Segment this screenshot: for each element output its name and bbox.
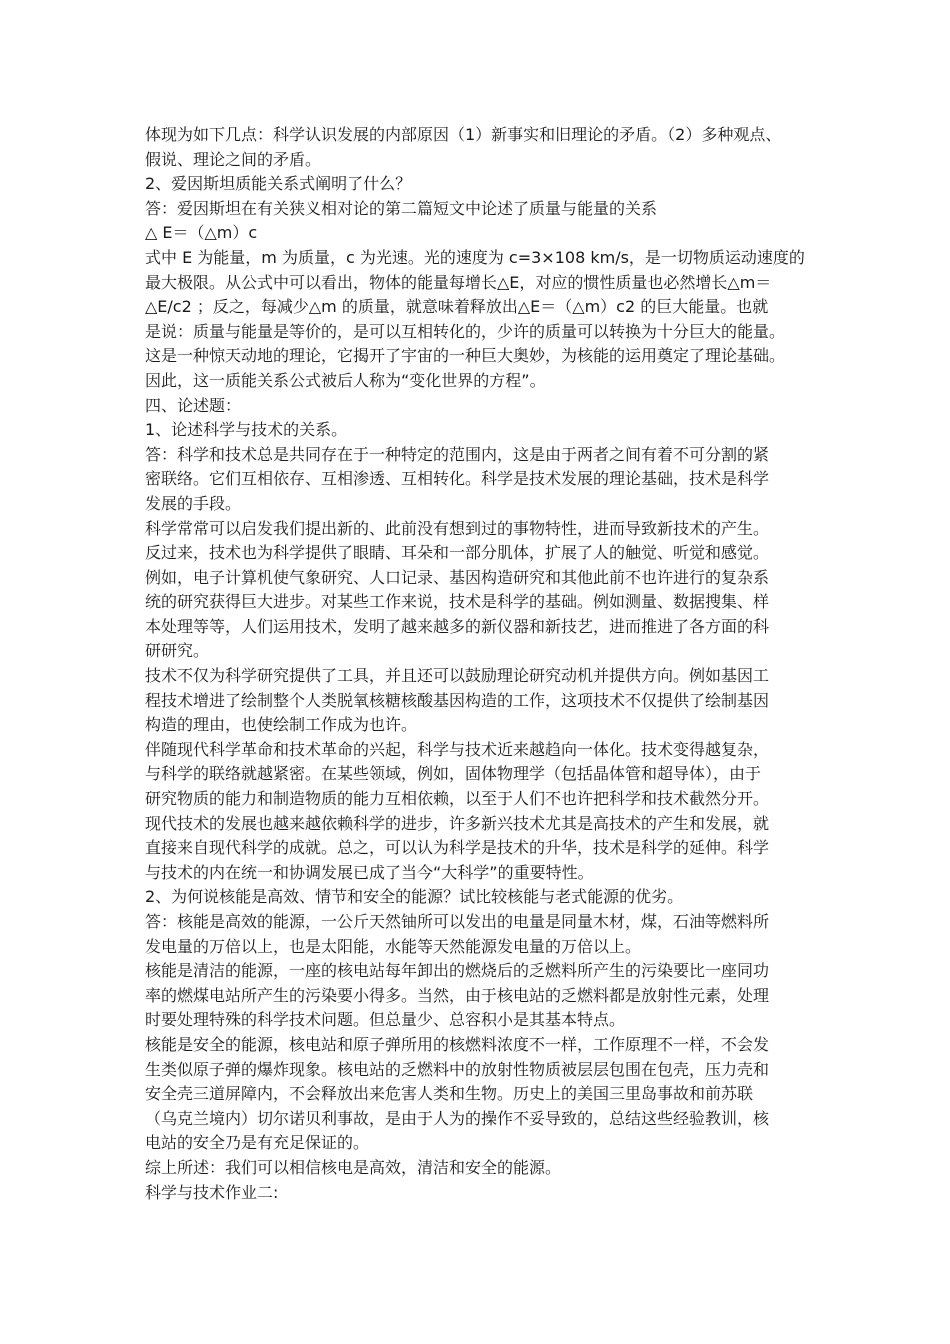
- formula-line: △ E＝（△m）c: [145, 223, 258, 243]
- text-line: 时要处理特殊的科学技术问题。但总量少、总容积小是其基本特点。: [145, 1010, 626, 1030]
- text-line: 式中 E 为能量，m 为质量，c 为光速。光的速度为 c=3×108 km/s，是一切物质运动速度的: [145, 247, 805, 267]
- text-line: 与科学的联络就越紧密。在某些领域，例如，固体物理学（包括晶体管和超导体），由于: [145, 764, 762, 784]
- text-line: 技术不仅为科学研究提供了工具，并且还可以鼓励理论研究动机并提供方向。例如基因工: [145, 666, 770, 686]
- question-heading: 1、论述科学与技术的关系。: [145, 420, 348, 440]
- text-line: 本处理等等，人们运用技术，发明了越来越多的新仪器和新技艺，进而推进了各方面的科: [145, 616, 770, 636]
- text-line: 构造的理由，也使绘制工作成为也许。: [145, 715, 418, 735]
- text-line: 因此，这一质能关系公式被后人称为“变化世界的方程”。: [145, 370, 546, 390]
- text-line: 反过来，技术也为科学提供了眼睛、耳朵和一部分肌体，扩展了人的触觉、听觉和感觉。: [145, 543, 770, 563]
- document-body: [145, 123, 815, 1205]
- text-line: （乌克兰境内）切尔诺贝利事故，是由于人为的操作不妥导致的，总结这些经验教训，核: [145, 1108, 770, 1128]
- text-line: 例如，电子计算机使气象研究、人口记录、基因构造研究和其他此前不也许进行的复杂系: [145, 567, 770, 587]
- text-line: 发展的手段。: [145, 493, 242, 513]
- text-line: 研究物质的能力和制造物质的能力互相依赖，以至于人们不也许把科学和技术截然分开。: [145, 789, 770, 809]
- text-line: 假说、理论之间的矛盾。: [145, 149, 322, 169]
- text-line: 率的燃煤电站所产生的污染要小得多。当然，由于核电站的乏燃料都是放射性元素，处理: [145, 985, 770, 1005]
- text-line: 研研究。: [145, 641, 210, 661]
- text-line: 现代技术的发展也越来越依赖科学的进步，许多新兴技术尤其是高技术的产生和发展，就: [145, 813, 770, 833]
- text-line: 答：科学和技术总是共同存在于一种特定的范围内，这是由于两者之间有着不可分割的紧: [145, 444, 770, 464]
- text-line: 答：核能是高效的能源，一公斤天然铀所可以发出的电量是同量木材，煤，石油等燃料所: [145, 912, 770, 931]
- section-heading: 四、论述题：: [145, 395, 242, 415]
- text-line: 科学常常可以启发我们提出新的、此前没有想到过的事物特性，进而导致新技术的产生。: [145, 518, 770, 538]
- text-line: 程技术增进了绘制整个人类脱氧核糖核酸基因构造的工作，这项技术不仅提供了绘制基因: [145, 690, 770, 710]
- text-line: 综上所述：我们可以相信核电是高效，清洁和安全的能源。: [145, 1157, 562, 1177]
- text-line: 核能是清洁的能源，一座的核电站每年卸出的燃烧后的乏燃料所产生的污染要比一座同功: [145, 961, 770, 981]
- text-line: 生类似原子弹的爆炸现象。核电站的乏燃料中的放射性物质被层层包围在包壳，压力壳和: [145, 1059, 770, 1079]
- question-heading: 2、为何说核能是高效、情节和安全的能源？试比较核能与老式能源的优劣。: [145, 887, 684, 907]
- text-line: 这是一种惊天动地的理论，它揭开了宇宙的一种巨大奥妙，为核能的运用奠定了理论基础。: [145, 346, 786, 366]
- text-line: 是说：质量与能量是等价的，是可以互相转化的，少许的质量可以转换为十分巨大的能量。: [145, 321, 786, 341]
- text-line: 统的研究获得巨大进步。对某些工作来说，技术是科学的基础。例如测量、数据搜集、样: [145, 592, 770, 612]
- text-line: 电站的安全乃是有充足保证的。: [145, 1133, 370, 1153]
- text-line: 答：爱因斯坦在有关狭义相对论的第二篇短文中论述了质量与能量的关系: [145, 198, 658, 218]
- text-line: 发电量的万倍以上，也是太阳能，水能等天然能源发电量的万倍以上。: [145, 936, 642, 956]
- text-line: 安全壳三道屏障内，不会释放出来危害人类和生物。历史上的美国三里岛事故和前苏联: [145, 1084, 754, 1104]
- section-heading: 科学与技术作业二:: [145, 1182, 279, 1202]
- text-line: 核能是安全的能源，核电站和原子弹所用的核燃料浓度不一样，工作原理不一样，不会发: [145, 1034, 770, 1054]
- text-line: 伴随现代科学革命和技术革命的兴起，科学与技术近来越趋向一体化。技术变得越复杂，: [145, 739, 770, 759]
- text-line: 最大极限。从公式中可以看出，物体的能量每增长△E，对应的惯性质量也必然增长△m＝: [145, 272, 772, 292]
- text-line: 直接来自现代科学的成就。总之，可以认为科学是技术的升华，技术是科学的延伸。科学: [145, 838, 770, 858]
- text-line: 体现为如下几点：科学认识发展的内部原因（1）新事实和旧理论的矛盾。（2）多种观点、: [145, 125, 782, 144]
- question-heading: 2、爱因斯坦质能关系式阐明了什么？: [145, 174, 412, 194]
- text-line: 与技术的内在统一和协调发展已成了当今“大科学”的重要特性。: [145, 862, 594, 882]
- text-line: △E/c2 ；反之，每减少△m 的质量，就意味着释放出△E＝（△m）c2 的巨大能量。也就: [145, 297, 769, 317]
- text-line: 密联络。它们互相依存、互相渗透、互相转化。科学是技术发展的理论基础，技术是科学: [145, 469, 770, 489]
